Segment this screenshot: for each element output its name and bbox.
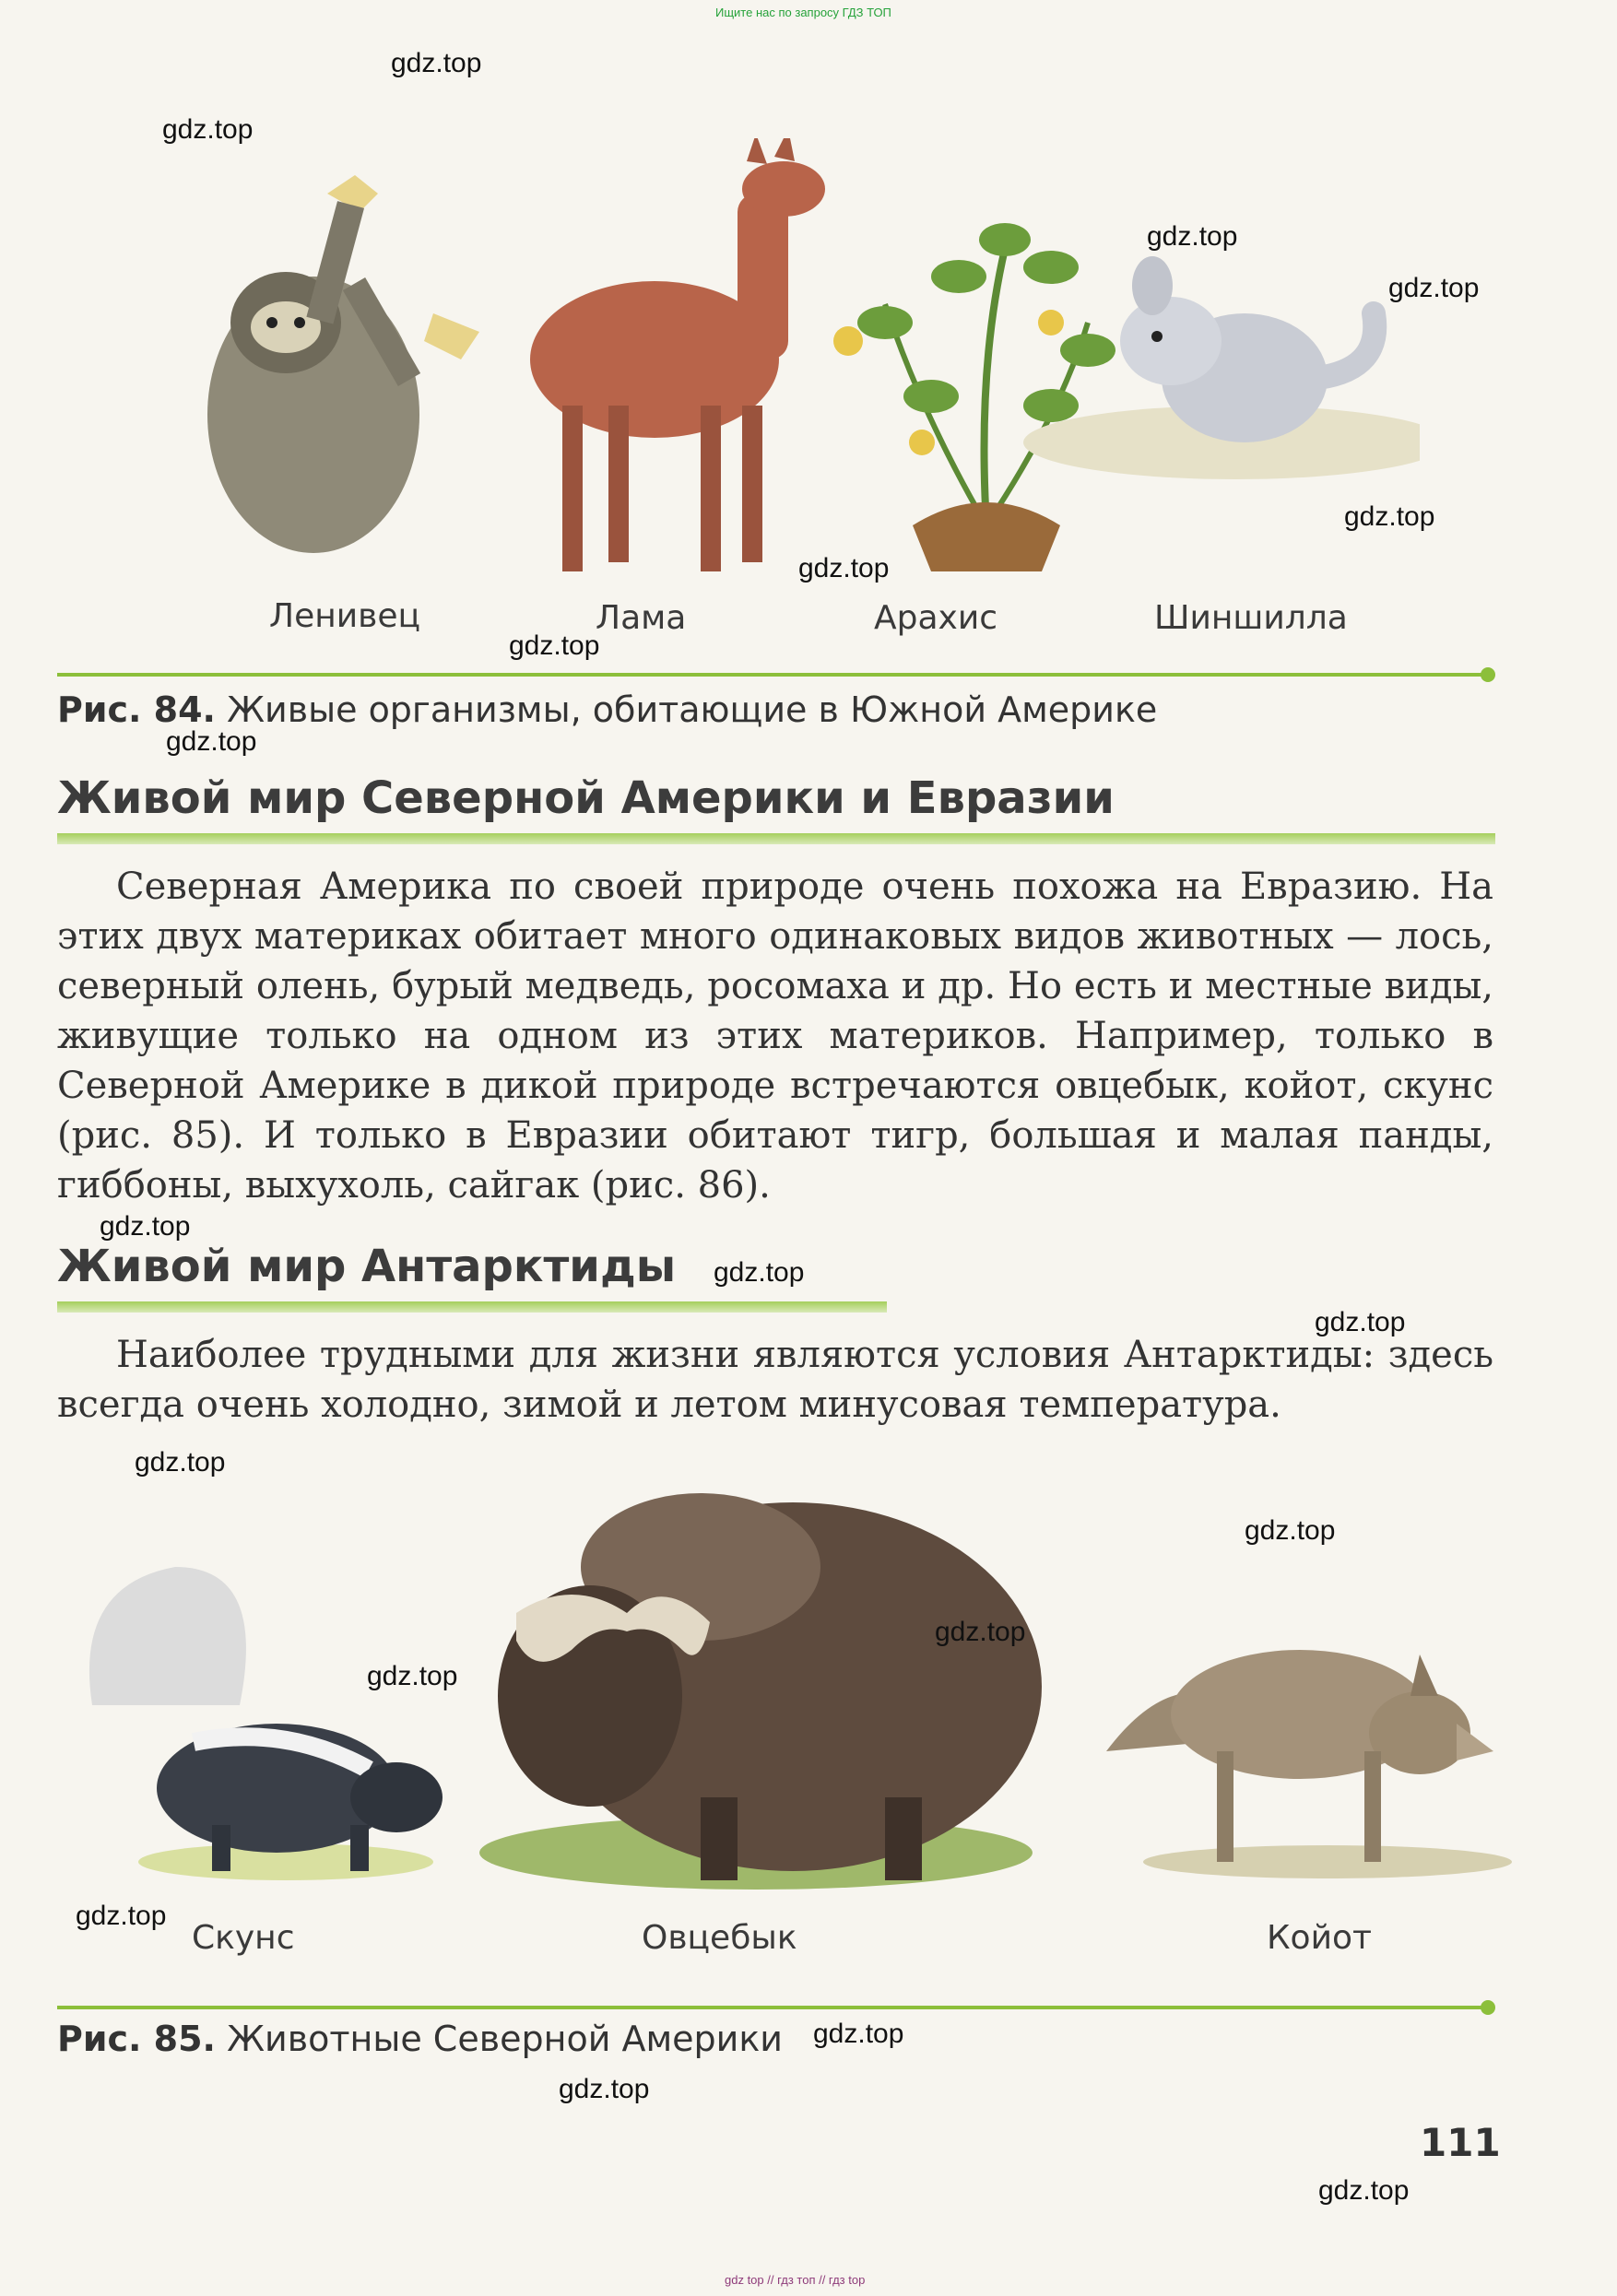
section-heading-north-america-eurasia: Живой мир Северной Америки и Евразии (57, 772, 1115, 824)
watermark: gdz.top (509, 630, 600, 661)
figure-84-caption (57, 689, 1157, 730)
watermark: gdz.top (162, 114, 254, 145)
figure-84-illustrations (129, 138, 1420, 599)
section-heading-antarctica: Живой мир Антарктиды (57, 1241, 677, 1292)
chinchilla-illustration (1023, 256, 1420, 479)
page-number: 111 (1420, 2120, 1501, 2165)
watermark: gdz.top (935, 1617, 1026, 1647)
watermark: gdz.top (100, 1211, 191, 1242)
figure-label-sloth: Ленивец (269, 597, 421, 635)
paragraph-antarctica: Наиболее трудными для жизни являются условия Антарктиды: здесь всегда очень холодно, зимой и летом минусовая температура. (57, 1334, 1493, 1426)
watermark: gdz.top (1344, 501, 1435, 532)
watermark: gdz.top (76, 1901, 167, 1931)
watermark: gdz.top (1388, 273, 1480, 303)
watermark: gdz.top (714, 1257, 805, 1288)
watermark: gdz.top (813, 2019, 904, 2049)
llama-illustration (530, 138, 825, 571)
top-note: Ищите нас по запросу ГДЗ ТОП (715, 6, 891, 19)
musk-ox-illustration (479, 1493, 1042, 1890)
watermark: gdz.top (1315, 1307, 1406, 1337)
caption-number: Рис. 84. (57, 689, 216, 730)
skunk-illustration (89, 1567, 443, 1880)
divider-dot (1481, 667, 1495, 682)
figure-label-skunk: Скунс (192, 1919, 295, 1957)
watermark: gdz.top (559, 2074, 650, 2104)
figure-label-llama: Лама (596, 599, 687, 637)
caption-number: Рис. 85. (57, 2019, 216, 2059)
figure-label-musk-ox: Овцебык (642, 1919, 797, 1957)
figure-85-caption (57, 2019, 783, 2059)
heading-underline (57, 833, 1495, 844)
divider-dot (1481, 2000, 1495, 2015)
watermark: gdz.top (367, 1661, 458, 1691)
sloth-illustration (207, 175, 479, 553)
figure-84-divider (57, 673, 1488, 677)
peanut-plant-illustration (833, 223, 1115, 571)
heading-underline (57, 1301, 887, 1313)
paragraph-north-america-eurasia: Северная Америка по своей природе очень похожа на Евразию. На этих двух материках обитает много одинаковых видов животных — лось, северный олень, бурый медведь, росомаха и др. Но есть и местные виды, живущие только на одном из этих материков. Например, только в Северной Америке в дикой природе встречаются овцебык, койот, скунс (рис. 85). И только в Евразии обитают тигр, большая и малая панды, гиббоны, выхухоль, сайгак (рис. 86). (57, 865, 1493, 1207)
figure-label-chinchilla: Шиншилла (1154, 599, 1348, 637)
caption-text: Животные Северной Америки (227, 2019, 783, 2059)
figure-label-coyote: Койот (1267, 1919, 1372, 1957)
watermark: gdz.top (1245, 1515, 1336, 1546)
figure-label-peanut: Арахис (874, 599, 998, 637)
watermark: gdz.top (166, 726, 257, 757)
figure-85-divider (57, 2006, 1488, 2009)
watermark: gdz.top (391, 48, 482, 78)
watermark: gdz.top (1147, 221, 1238, 252)
bottom-note: gdz top // гдз топ // гдз top (725, 2273, 866, 2287)
caption-text: Живые организмы, обитающие в Южной Америке (227, 689, 1158, 730)
watermark: gdz.top (135, 1447, 226, 1478)
watermark: gdz.top (798, 553, 890, 583)
coyote-illustration (1106, 1650, 1512, 1878)
watermark: gdz.top (1318, 2175, 1410, 2206)
